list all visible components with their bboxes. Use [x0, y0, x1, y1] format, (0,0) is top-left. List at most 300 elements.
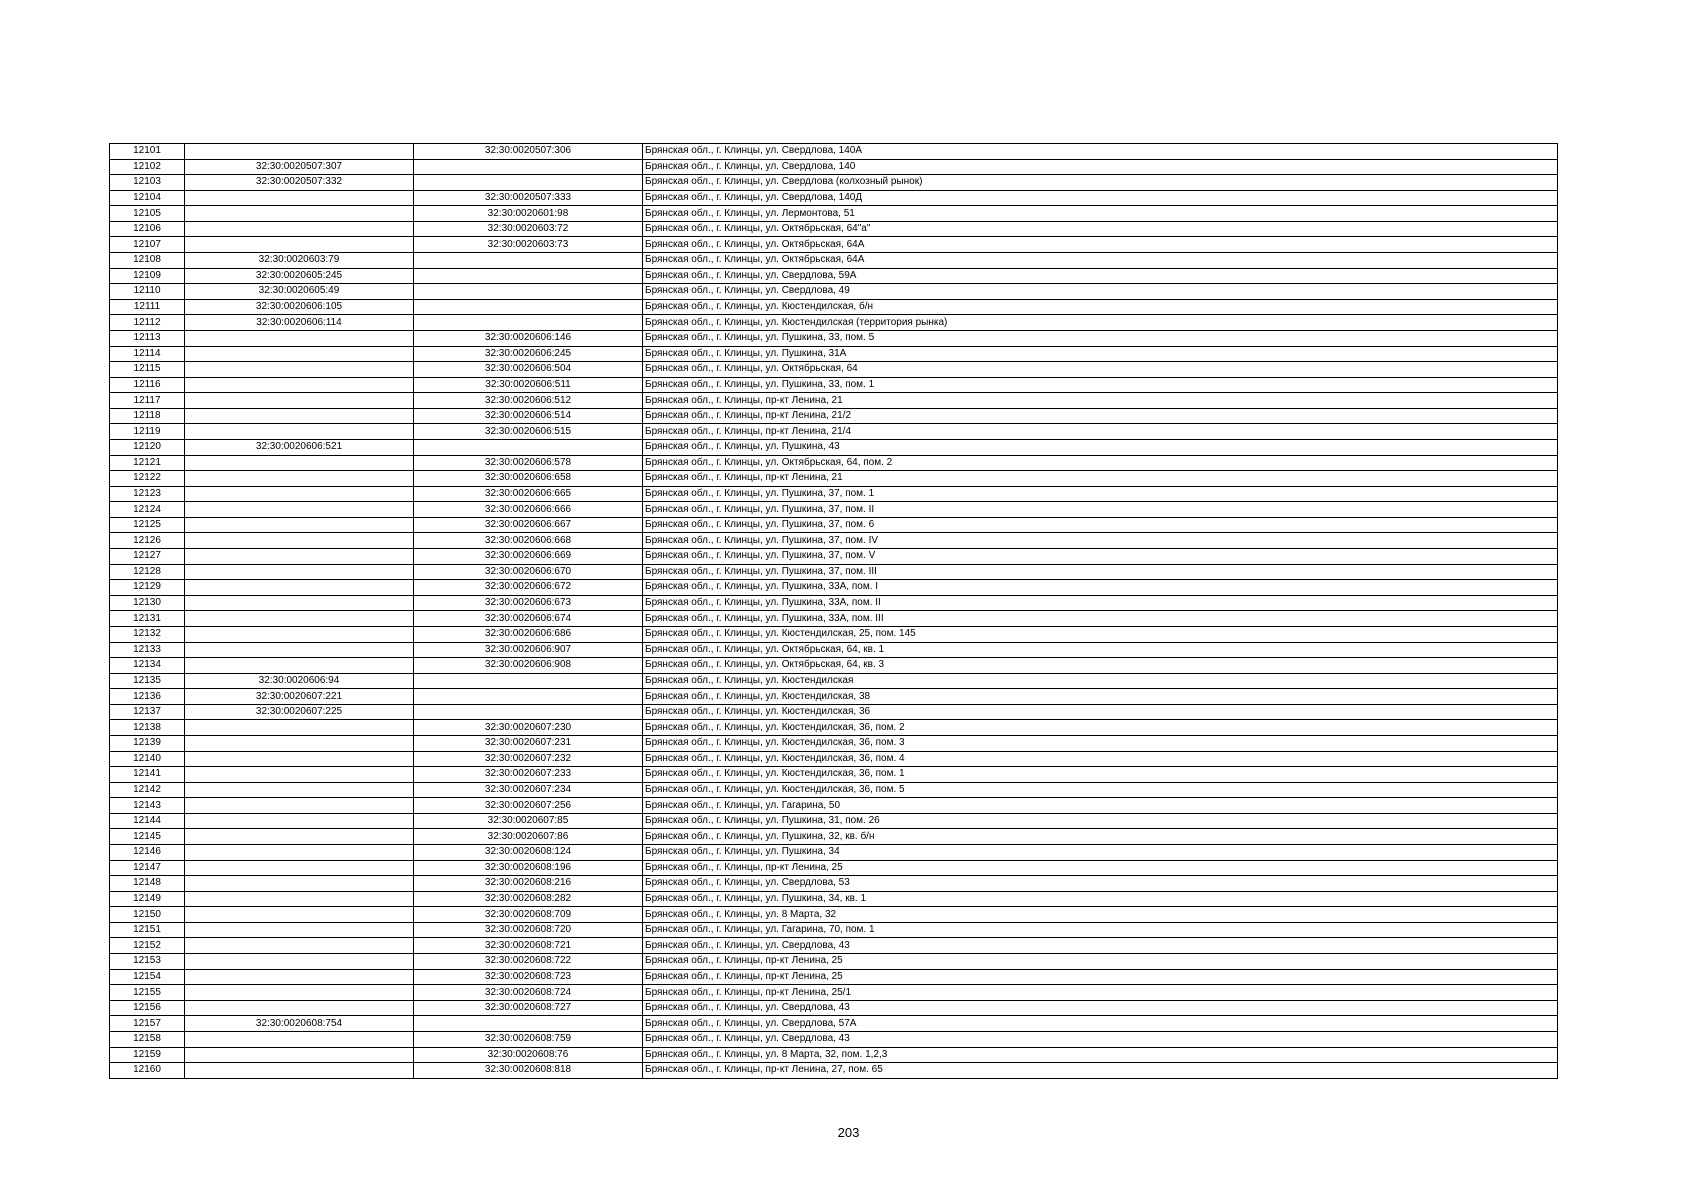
building-cadastral-cell [414, 689, 643, 705]
table-row [110, 1047, 1558, 1063]
row-number-cell: 12122 [110, 471, 185, 487]
building-cadastral-cell: 32:30:0020608:282 [414, 891, 643, 907]
land-cadastral-cell [185, 377, 414, 393]
building-cadastral-cell: 32:30:0020606:504 [414, 362, 643, 378]
building-cadastral-cell: 32:30:0020606:672 [414, 580, 643, 596]
table-row [110, 517, 1558, 533]
address-cell: Брянская обл., г. Клинцы, ул. Кюстендилская, 36 [643, 704, 1558, 720]
land-cadastral-cell [185, 813, 414, 829]
row-number-cell: 12115 [110, 362, 185, 378]
row-number-cell: 12134 [110, 658, 185, 674]
building-cadastral-cell: 32:30:0020606:146 [414, 330, 643, 346]
row-number-cell: 12129 [110, 580, 185, 596]
table-row [110, 922, 1558, 938]
address-cell: Брянская обл., г. Клинцы, ул. Пушкина, 37, пом. II [643, 502, 1558, 518]
building-cadastral-cell: 32:30:0020606:515 [414, 424, 643, 440]
row-number-cell: 12120 [110, 439, 185, 455]
land-cadastral-cell: 32:30:0020507:332 [185, 175, 414, 191]
table-row [110, 237, 1558, 253]
land-cadastral-cell: 32:30:0020606:521 [185, 439, 414, 455]
row-number-cell: 12111 [110, 299, 185, 315]
address-cell: Брянская обл., г. Клинцы, ул. Свердлова, 43 [643, 938, 1558, 954]
address-cell: Брянская обл., г. Клинцы, ул. Кюстендилская, 36, пом. 1 [643, 767, 1558, 783]
address-cell: Брянская обл., г. Клинцы, ул. Кюстендилская, 36, пом. 3 [643, 735, 1558, 751]
building-cadastral-cell: 32:30:0020606:669 [414, 549, 643, 565]
row-number-cell: 12128 [110, 564, 185, 580]
row-number-cell: 12140 [110, 751, 185, 767]
table-row [110, 533, 1558, 549]
address-cell: Брянская обл., г. Клинцы, ул. 8 Марта, 32, пом. 1,2,3 [643, 1047, 1558, 1063]
address-cell: Брянская обл., г. Клинцы, ул. Кюстендилская (территория рынка) [643, 315, 1558, 331]
land-cadastral-cell: 32:30:0020605:49 [185, 284, 414, 300]
row-number-cell: 12155 [110, 985, 185, 1001]
table-row [110, 362, 1558, 378]
table-row [110, 751, 1558, 767]
address-cell: Брянская обл., г. Клинцы, ул. Свердлова (колхозный рынок) [643, 175, 1558, 191]
row-number-cell: 12118 [110, 408, 185, 424]
table-row [110, 938, 1558, 954]
row-number-cell: 12104 [110, 190, 185, 206]
land-cadastral-cell [185, 891, 414, 907]
row-number-cell: 12103 [110, 175, 185, 191]
land-cadastral-cell [185, 1031, 414, 1047]
address-cell: Брянская обл., г. Клинцы, ул. Октябрьская, 64А [643, 253, 1558, 269]
row-number-cell: 12146 [110, 845, 185, 861]
building-cadastral-cell [414, 315, 643, 331]
table-row [110, 190, 1558, 206]
row-number-cell: 12147 [110, 860, 185, 876]
row-number-cell: 12121 [110, 455, 185, 471]
building-cadastral-cell: 32:30:0020608:720 [414, 922, 643, 938]
land-cadastral-cell [185, 424, 414, 440]
row-number-cell: 12124 [110, 502, 185, 518]
building-cadastral-cell: 32:30:0020601:98 [414, 206, 643, 222]
table-row [110, 206, 1558, 222]
table-row [110, 564, 1558, 580]
land-cadastral-cell [185, 471, 414, 487]
row-number-cell: 12101 [110, 144, 185, 160]
building-cadastral-cell: 32:30:0020608:76 [414, 1047, 643, 1063]
land-cadastral-cell [185, 362, 414, 378]
address-cell: Брянская обл., г. Клинцы, ул. Гагарина, 70, пом. 1 [643, 922, 1558, 938]
land-cadastral-cell [185, 829, 414, 845]
address-cell: Брянская обл., г. Клинцы, ул. Кюстендилская, 25, пом. 145 [643, 626, 1558, 642]
records-table-body [110, 144, 1558, 1079]
land-cadastral-cell [185, 346, 414, 362]
row-number-cell: 12109 [110, 268, 185, 284]
table-row [110, 1000, 1558, 1016]
table-row [110, 486, 1558, 502]
table-row [110, 985, 1558, 1001]
building-cadastral-cell: 32:30:0020608:724 [414, 985, 643, 1001]
land-cadastral-cell [185, 907, 414, 923]
land-cadastral-cell: 32:30:0020608:754 [185, 1016, 414, 1032]
building-cadastral-cell: 32:30:0020606:512 [414, 393, 643, 409]
address-cell: Брянская обл., г. Клинцы, ул. Кюстендилская, 36, пом. 4 [643, 751, 1558, 767]
table-row [110, 1016, 1558, 1032]
building-cadastral-cell: 32:30:0020608:759 [414, 1031, 643, 1047]
building-cadastral-cell: 32:30:0020606:667 [414, 517, 643, 533]
address-cell: Брянская обл., г. Клинцы, ул. Свердлова, 57А [643, 1016, 1558, 1032]
table-row [110, 393, 1558, 409]
table-row [110, 735, 1558, 751]
building-cadastral-cell: 32:30:0020606:668 [414, 533, 643, 549]
land-cadastral-cell: 32:30:0020607:221 [185, 689, 414, 705]
table-row [110, 626, 1558, 642]
building-cadastral-cell: 32:30:0020607:230 [414, 720, 643, 736]
land-cadastral-cell [185, 767, 414, 783]
land-cadastral-cell [185, 798, 414, 814]
address-cell: Брянская обл., г. Клинцы, ул. Свердлова, 140 [643, 159, 1558, 175]
table-row [110, 549, 1558, 565]
building-cadastral-cell: 32:30:0020607:256 [414, 798, 643, 814]
land-cadastral-cell [185, 533, 414, 549]
address-cell: Брянская обл., г. Клинцы, ул. Пушкина, 33А, пом. I [643, 580, 1558, 596]
building-cadastral-cell: 32:30:0020603:72 [414, 221, 643, 237]
land-cadastral-cell: 32:30:0020606:105 [185, 299, 414, 315]
address-cell: Брянская обл., г. Клинцы, ул. Пушкина, 33А, пом. III [643, 611, 1558, 627]
address-cell: Брянская обл., г. Клинцы, пр-кт Ленина, 25 [643, 860, 1558, 876]
building-cadastral-cell: 32:30:0020606:674 [414, 611, 643, 627]
row-number-cell: 12143 [110, 798, 185, 814]
land-cadastral-cell [185, 658, 414, 674]
table-row [110, 969, 1558, 985]
land-cadastral-cell [185, 985, 414, 1001]
row-number-cell: 12137 [110, 704, 185, 720]
address-cell: Брянская обл., г. Клинцы, ул. Пушкина, 37, пом. III [643, 564, 1558, 580]
land-cadastral-cell [185, 626, 414, 642]
row-number-cell: 12132 [110, 626, 185, 642]
table-row [110, 876, 1558, 892]
address-cell: Брянская обл., г. Клинцы, пр-кт Ленина, 25 [643, 954, 1558, 970]
table-row [110, 346, 1558, 362]
row-number-cell: 12112 [110, 315, 185, 331]
building-cadastral-cell: 32:30:0020608:727 [414, 1000, 643, 1016]
land-cadastral-cell: 32:30:0020607:225 [185, 704, 414, 720]
address-cell: Брянская обл., г. Клинцы, ул. Пушкина, 34, кв. 1 [643, 891, 1558, 907]
table-row [110, 284, 1558, 300]
building-cadastral-cell: 32:30:0020608:124 [414, 845, 643, 861]
building-cadastral-cell: 32:30:0020606:511 [414, 377, 643, 393]
table-row [110, 845, 1558, 861]
address-cell: Брянская обл., г. Клинцы, ул. Пушкина, 33А, пом. II [643, 595, 1558, 611]
row-number-cell: 12117 [110, 393, 185, 409]
land-cadastral-cell [185, 1000, 414, 1016]
land-cadastral-cell [185, 595, 414, 611]
address-cell: Брянская обл., г. Клинцы, ул. Октябрьская, 64А [643, 237, 1558, 253]
table-row [110, 1063, 1558, 1079]
table-row [110, 159, 1558, 175]
land-cadastral-cell: 32:30:0020606:94 [185, 673, 414, 689]
table-row [110, 860, 1558, 876]
land-cadastral-cell [185, 735, 414, 751]
row-number-cell: 12135 [110, 673, 185, 689]
table-row [110, 611, 1558, 627]
address-cell: Брянская обл., г. Клинцы, ул. Свердлова, 59А [643, 268, 1558, 284]
land-cadastral-cell [185, 455, 414, 471]
building-cadastral-cell: 32:30:0020608:721 [414, 938, 643, 954]
row-number-cell: 12130 [110, 595, 185, 611]
row-number-cell: 12141 [110, 767, 185, 783]
address-cell: Брянская обл., г. Клинцы, ул. Пушкина, 33, пом. 1 [643, 377, 1558, 393]
land-cadastral-cell: 32:30:0020507:307 [185, 159, 414, 175]
page-number: 203 [837, 1125, 860, 1140]
building-cadastral-cell [414, 439, 643, 455]
building-cadastral-cell: 32:30:0020606:665 [414, 486, 643, 502]
address-cell: Брянская обл., г. Клинцы, ул. Свердлова, 140А [643, 144, 1558, 160]
address-cell: Брянская обл., г. Клинцы, ул. Лермонтова, 51 [643, 206, 1558, 222]
row-number-cell: 12152 [110, 938, 185, 954]
row-number-cell: 12113 [110, 330, 185, 346]
table-row [110, 767, 1558, 783]
building-cadastral-cell: 32:30:0020608:216 [414, 876, 643, 892]
address-cell: Брянская обл., г. Клинцы, пр-кт Ленина, 21 [643, 393, 1558, 409]
row-number-cell: 12144 [110, 813, 185, 829]
address-cell: Брянская обл., г. Клинцы, ул. Пушкина, 34 [643, 845, 1558, 861]
land-cadastral-cell [185, 720, 414, 736]
table-row [110, 424, 1558, 440]
address-cell: Брянская обл., г. Клинцы, ул. Кюстендилская, б/н [643, 299, 1558, 315]
address-cell: Брянская обл., г. Клинцы, пр-кт Ленина, 21/4 [643, 424, 1558, 440]
building-cadastral-cell: 32:30:0020607:234 [414, 782, 643, 798]
address-cell: Брянская обл., г. Клинцы, ул. Октябрьская, 64, кв. 1 [643, 642, 1558, 658]
address-cell: Брянская обл., г. Клинцы, пр-кт Ленина, 21/2 [643, 408, 1558, 424]
building-cadastral-cell: 32:30:0020606:666 [414, 502, 643, 518]
building-cadastral-cell: 32:30:0020606:686 [414, 626, 643, 642]
building-cadastral-cell [414, 268, 643, 284]
address-cell: Брянская обл., г. Клинцы, ул. Пушкина, 37, пом. 1 [643, 486, 1558, 502]
table-row [110, 658, 1558, 674]
row-number-cell: 12131 [110, 611, 185, 627]
building-cadastral-cell: 32:30:0020606:673 [414, 595, 643, 611]
land-cadastral-cell: 32:30:0020603:79 [185, 253, 414, 269]
row-number-cell: 12154 [110, 969, 185, 985]
building-cadastral-cell: 32:30:0020607:85 [414, 813, 643, 829]
address-cell: Брянская обл., г. Клинцы, ул. 8 Марта, 32 [643, 907, 1558, 923]
building-cadastral-cell: 32:30:0020507:306 [414, 144, 643, 160]
building-cadastral-cell: 32:30:0020607:86 [414, 829, 643, 845]
address-cell: Брянская обл., г. Клинцы, ул. Кюстендилская, 36, пом. 2 [643, 720, 1558, 736]
address-cell: Брянская обл., г. Клинцы, ул. Кюстендилская, 38 [643, 689, 1558, 705]
building-cadastral-cell: 32:30:0020607:233 [414, 767, 643, 783]
building-cadastral-cell: 32:30:0020606:907 [414, 642, 643, 658]
land-cadastral-cell [185, 751, 414, 767]
row-number-cell: 12105 [110, 206, 185, 222]
address-cell: Брянская обл., г. Клинцы, пр-кт Ленина, 21 [643, 471, 1558, 487]
table-row [110, 829, 1558, 845]
building-cadastral-cell: 32:30:0020603:73 [414, 237, 643, 253]
land-cadastral-cell [185, 408, 414, 424]
row-number-cell: 12145 [110, 829, 185, 845]
row-number-cell: 12123 [110, 486, 185, 502]
address-cell: Брянская обл., г. Клинцы, ул. Пушкина, 32, кв. б/н [643, 829, 1558, 845]
building-cadastral-cell: 32:30:0020606:514 [414, 408, 643, 424]
row-number-cell: 12114 [110, 346, 185, 362]
address-cell: Брянская обл., г. Клинцы, ул. Свердлова, 140Д [643, 190, 1558, 206]
address-cell: Брянская обл., г. Клинцы, ул. Кюстендилская [643, 673, 1558, 689]
table-row [110, 253, 1558, 269]
row-number-cell: 12133 [110, 642, 185, 658]
building-cadastral-cell [414, 299, 643, 315]
table-row [110, 408, 1558, 424]
table-row [110, 502, 1558, 518]
row-number-cell: 12108 [110, 253, 185, 269]
row-number-cell: 12127 [110, 549, 185, 565]
row-number-cell: 12125 [110, 517, 185, 533]
land-cadastral-cell [185, 206, 414, 222]
land-cadastral-cell: 32:30:0020606:114 [185, 315, 414, 331]
land-cadastral-cell: 32:30:0020605:245 [185, 268, 414, 284]
address-cell: Брянская обл., г. Клинцы, ул. Пушкина, 43 [643, 439, 1558, 455]
address-cell: Брянская обл., г. Клинцы, пр-кт Ленина, 25 [643, 969, 1558, 985]
row-number-cell: 12148 [110, 876, 185, 892]
table-row [110, 704, 1558, 720]
land-cadastral-cell [185, 580, 414, 596]
address-cell: Брянская обл., г. Клинцы, ул. Октябрьская, 64 [643, 362, 1558, 378]
row-number-cell: 12136 [110, 689, 185, 705]
land-cadastral-cell [185, 221, 414, 237]
row-number-cell: 12158 [110, 1031, 185, 1047]
land-cadastral-cell [185, 190, 414, 206]
building-cadastral-cell: 32:30:0020608:722 [414, 954, 643, 970]
address-cell: Брянская обл., г. Клинцы, ул. Октябрьская, 64"а" [643, 221, 1558, 237]
land-cadastral-cell [185, 237, 414, 253]
building-cadastral-cell: 32:30:0020507:333 [414, 190, 643, 206]
row-number-cell: 12119 [110, 424, 185, 440]
row-number-cell: 12160 [110, 1063, 185, 1079]
land-cadastral-cell [185, 642, 414, 658]
land-cadastral-cell [185, 330, 414, 346]
table-row [110, 954, 1558, 970]
table-row [110, 315, 1558, 331]
building-cadastral-cell: 32:30:0020606:245 [414, 346, 643, 362]
land-cadastral-cell [185, 954, 414, 970]
row-number-cell: 12150 [110, 907, 185, 923]
address-cell: Брянская обл., г. Клинцы, ул. Пушкина, 37, пом. 6 [643, 517, 1558, 533]
building-cadastral-cell: 32:30:0020608:723 [414, 969, 643, 985]
address-cell: Брянская обл., г. Клинцы, ул. Пушкина, 31А [643, 346, 1558, 362]
table-row [110, 813, 1558, 829]
address-cell: Брянская обл., г. Клинцы, ул. Октябрьская, 64, пом. 2 [643, 455, 1558, 471]
table-row [110, 595, 1558, 611]
table-row [110, 439, 1558, 455]
table-row [110, 377, 1558, 393]
row-number-cell: 12110 [110, 284, 185, 300]
land-cadastral-cell [185, 782, 414, 798]
land-cadastral-cell [185, 969, 414, 985]
table-row [110, 673, 1558, 689]
table-row [110, 455, 1558, 471]
building-cadastral-cell [414, 1016, 643, 1032]
table-row [110, 782, 1558, 798]
address-cell: Брянская обл., г. Клинцы, пр-кт Ленина, 27, пом. 65 [643, 1063, 1558, 1079]
row-number-cell: 12106 [110, 221, 185, 237]
building-cadastral-cell [414, 175, 643, 191]
row-number-cell: 12126 [110, 533, 185, 549]
address-cell: Брянская обл., г. Клинцы, ул. Пушкина, 31, пом. 26 [643, 813, 1558, 829]
land-cadastral-cell [185, 845, 414, 861]
address-cell: Брянская обл., г. Клинцы, ул. Гагарина, 50 [643, 798, 1558, 814]
table-row [110, 268, 1558, 284]
row-number-cell: 12138 [110, 720, 185, 736]
building-cadastral-cell: 32:30:0020608:196 [414, 860, 643, 876]
row-number-cell: 12107 [110, 237, 185, 253]
land-cadastral-cell [185, 144, 414, 160]
address-cell: Брянская обл., г. Клинцы, ул. Пушкина, 37, пом. V [643, 549, 1558, 565]
land-cadastral-cell [185, 564, 414, 580]
building-cadastral-cell: 32:30:0020606:578 [414, 455, 643, 471]
address-cell: Брянская обл., г. Клинцы, ул. Пушкина, 37, пом. IV [643, 533, 1558, 549]
table-row [110, 689, 1558, 705]
table-row [110, 891, 1558, 907]
building-cadastral-cell: 32:30:0020606:670 [414, 564, 643, 580]
row-number-cell: 12139 [110, 735, 185, 751]
table-row [110, 1031, 1558, 1047]
table-row [110, 907, 1558, 923]
address-cell: Брянская обл., г. Клинцы, ул. Кюстендилская, 36, пом. 5 [643, 782, 1558, 798]
row-number-cell: 12151 [110, 922, 185, 938]
row-number-cell: 12102 [110, 159, 185, 175]
table-row [110, 471, 1558, 487]
address-cell: Брянская обл., г. Клинцы, ул. Октябрьская, 64, кв. 3 [643, 658, 1558, 674]
address-cell: Брянская обл., г. Клинцы, ул. Свердлова, 53 [643, 876, 1558, 892]
building-cadastral-cell [414, 284, 643, 300]
land-cadastral-cell [185, 486, 414, 502]
land-cadastral-cell [185, 876, 414, 892]
land-cadastral-cell [185, 517, 414, 533]
address-cell: Брянская обл., г. Клинцы, ул. Свердлова, 43 [643, 1031, 1558, 1047]
table-row [110, 299, 1558, 315]
row-number-cell: 12153 [110, 954, 185, 970]
building-cadastral-cell [414, 704, 643, 720]
row-number-cell: 12142 [110, 782, 185, 798]
land-cadastral-cell [185, 502, 414, 518]
address-cell: Брянская обл., г. Клинцы, ул. Пушкина, 33, пом. 5 [643, 330, 1558, 346]
table-row [110, 330, 1558, 346]
address-cell: Брянская обл., г. Клинцы, ул. Свердлова, 43 [643, 1000, 1558, 1016]
row-number-cell: 12159 [110, 1047, 185, 1063]
table-row [110, 144, 1558, 160]
row-number-cell: 12157 [110, 1016, 185, 1032]
building-cadastral-cell: 32:30:0020606:658 [414, 471, 643, 487]
table-row [110, 642, 1558, 658]
building-cadastral-cell [414, 159, 643, 175]
land-cadastral-cell [185, 860, 414, 876]
table-row [110, 720, 1558, 736]
land-cadastral-cell [185, 1063, 414, 1079]
table-row [110, 221, 1558, 237]
records-table [109, 143, 1558, 1079]
building-cadastral-cell: 32:30:0020608:818 [414, 1063, 643, 1079]
land-cadastral-cell [185, 938, 414, 954]
table-row [110, 580, 1558, 596]
row-number-cell: 12116 [110, 377, 185, 393]
row-number-cell: 12149 [110, 891, 185, 907]
building-cadastral-cell: 32:30:0020608:709 [414, 907, 643, 923]
land-cadastral-cell [185, 611, 414, 627]
building-cadastral-cell [414, 253, 643, 269]
land-cadastral-cell [185, 549, 414, 565]
table-row [110, 798, 1558, 814]
land-cadastral-cell [185, 922, 414, 938]
building-cadastral-cell: 32:30:0020606:908 [414, 658, 643, 674]
row-number-cell: 12156 [110, 1000, 185, 1016]
land-cadastral-cell [185, 393, 414, 409]
building-cadastral-cell: 32:30:0020607:232 [414, 751, 643, 767]
table-row [110, 175, 1558, 191]
land-cadastral-cell [185, 1047, 414, 1063]
address-cell: Брянская обл., г. Клинцы, ул. Свердлова, 49 [643, 284, 1558, 300]
